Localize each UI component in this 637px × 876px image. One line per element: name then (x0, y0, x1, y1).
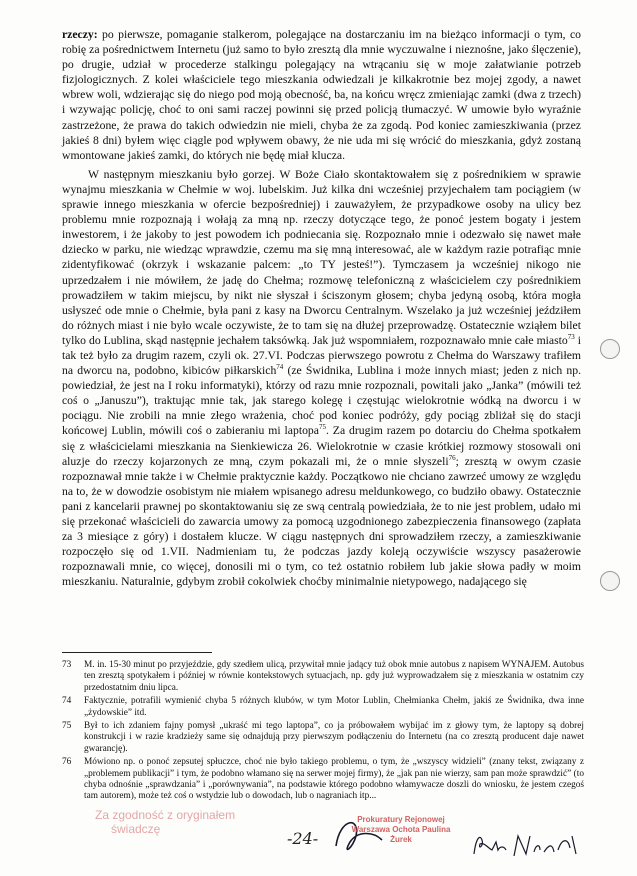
certified-copy-stamp: Za zgodność z oryginałem świadczę (95, 808, 236, 836)
paragraph-1: rzeczy: po pierwsze, pomaganie stalkerom, polegające na dostarczaniu im na bieżąco informacji o tym, co robię za pośrednictwem Internetu (już samo to było zresztą dla mnie wyczuwalne i nieznośne, jako ślęczenie), po drugie, udział w procederze stalkingu polegający na wtrącaniu się w moje załatwianie potrzeb fizjologicznych. Z kolei właściciele tego mieszkania odwiedzali je kilkakrotnie bez mojej zgody, a nawet wbrew woli, wdzierając się do niego pod moją obecność, ba, na końcu wręcz zmieniając zamki (dwa z trzech) i wzywając policję, choć to oni sami raczej powinni się przed policją tłumaczyć. W umowie było wyraźnie zastrzeżone, że prawa do takich odwiedzin nie mieli, chyba że za zgodą. Pod koniec zamieszkiwania (przez jakieś 8 dni) byłem więc ciągle pod wpływem obawy, że nie uda mi się wrócić do mieszkania, gdyż zostaną wmontowane jakieś zamki, do których nie będę miał klucza. (62, 28, 581, 162)
footnote-75 (62, 721, 584, 755)
footnote-number: 73 (62, 660, 72, 670)
footnote-ref-74: 74 (276, 363, 284, 372)
footnote-separator (62, 652, 212, 653)
footnote-73 (62, 660, 584, 694)
footnote-ref-76: 76 (448, 453, 456, 462)
footnote-76 (62, 757, 584, 803)
footnote-text: Faktycznie, potrafili wymienić chyba 5 różnych klubów, w tym Motor Lublin, Chełmianka Chełm, jakiś ze Świdnika, dwa inne „żydowskie” itd. (84, 696, 584, 718)
footnote-74 (62, 696, 584, 719)
footnote-text: Był to ich zdaniem fajny pomysł „ukraść mi tego laptopa”, co ja próbowałem wybijać im z głowy tym, że laptopy są dobrej konstrukcji i w razie kradzieży same się odnajdują przy pierwszym podłączeniu do Internetu (na co zresztą producent daje nawet gwarancję). (84, 721, 584, 754)
paragraph-2: W następnym mieszkaniu było gorzej. W Boże Ciało skontaktowałem się z pośrednikiem w sprawie wynajmu mieszkania w Chełmie w woj. lubelskim. Już kilka dni wcześniej przyjechałem tam pociągiem (w sprawie innego mieszkania w ofercie bezpośredniej) i zauważyłem, że przypadkowe osoby na ulicy bez problemu mnie rozpoznają i wołają za mną np. rzeczy dotyczące tego, że ponoć jestem bogaty i jestem inwestorem, i że jakoby to jest powodem ich podniecania się. Rozpoznało mnie i odezwało się nawet małe dziecko w parku, nie wiedząc wprawdzie, czemu ma się mną interesować, ale w każdym razie potrafiąc mnie zidentyfikować (okrzyk i wskazanie palcem: „to TY jesteś!”). Tymczasem ja wcześniej nikogo nie uprzedzałem i nie mówiłem, że jadę do Chełma; rozmowę telefoniczną z właścicielem czy pośrednikiem prowadziłem w takim miejscu, by nikt nie słyszał i ściszonym głosem; chyba jedyną osobą, która mogła usłyszeć ode mnie o Chełmie, była pani z kasy na Dworcu Centralnym. Wszelako ja już wcześniej jeździłem do różnych miast i nie było wcale oczywiste, że to tam się na dłużej przeprowadzę. Ostatecznie wziąłem bilet tylko do Lublina, skąd następnie jechałem taksówką. Jak już wspomniałem, rozpoznawało mnie całe miasto$^{73}$ i tak też było za drugim razem, czyli ok. 27.VI. Podczas pierwszego powrotu z Chełma do Warszawy trafiłem na dworcu na, podobno, kibiców piłkarskich$^{74}$ (ze Świdnika, Lublina i może innych miast; jeden z nich np. powiedział, że jest na I roku informatyki), którzy od razu mnie rozpoznali, powitali jako „Janka” (mówili też coś o „Januszu”), traktując mnie tak, jak starego kolegę i częstując wielokrotnie wódką na dworcu i w pociągu. Nie zrobili na mnie złego wrażenia, choć pod koniec podróży, gdy pociąg zbliżał się do stacji końcowej Lublin, mówili coś o zabieraniu mi laptopa$^{75}$. Za drugim razem po dotarciu do Chełma spotkałem się z właścicielami mieszkania na Sienkiewicza 26. Wielokrotnie w czasie krótkiej rozmowy stosowali oni aluzje do rzeczy kojarzonych ze mną, czym pokazali mi, że o mnie słyszeli$^{76}$; zresztą w owym czasie rozpoznawał mnie także i w Chełmie praktycznie każdy. Początkowo nie chciano zawrzeć umowy ze względu na to, że w dowodzie osobistym nie miałem wpisanego adresu meldunkowego, co budziło obawy. Ostatecznie pani z kancelarii prawnej po skontaktowaniu się ze swą centralą powiedziała, że to nie jest problem, udało mi się przekonać właścicieli do zawarcia umowy za pomocą uzgodnionego zabezpieczenia finansowego (zapłata za 3 miesiące z góry) i dostałem klucze. W ciągu następnych dni sprowadziłem rzeczy, a zamieszkiwanie rozpoczęło się od 1.VII. Nadmieniam tu, że podczas jazdy koleją oczywiście wszyscy pasażerowie rozpoznawali mnie, co więcej, donosili mi o tym, co też ostatnio robiłem lub jakie słowa padły w moim mieszkaniu. Naturalnie, gdybym zrobił cokolwiek choćby minimalnie nietypowego, nadającego się (62, 167, 582, 589)
footnote-number: 75 (62, 721, 72, 732)
prosecutor-office-stamp: Prokuratury Rejonowej Warszawa Ochota Paulina Żurek (351, 815, 451, 844)
page-number: -24- (287, 829, 319, 848)
footnote-text: M. in. 15-30 minut po przyjeździe, gdy szedłem ulicą, przywitał mnie jadący tuż obok mnie autobus z napisem WYNAJEM. Autobus ten zresztą spotykałem i później w równie kontekstowych sytuacjach, np. gdy już wyprowadzałem się z mieszkania w ostatnim czy przedostatnim dniu lipca. (84, 660, 584, 693)
footnotes (62, 660, 584, 805)
footnote-number: 74 (62, 696, 72, 707)
footnote-ref-75: 75 (318, 423, 326, 432)
footnote-ref-73: 73 (567, 332, 575, 341)
footnote-number: 76 (62, 757, 72, 768)
body-text (62, 27, 581, 589)
punch-hole (600, 571, 620, 591)
signature-icon (470, 828, 580, 862)
footnote-text: Mówiono np. o ponoć zepsutej spłuczce, choć nie było takiego problemu, o tym, że „wszyscy widzieli” (znany tekst, związany z „problemem publikacji” i tym, że podobno włamano się na serwer mojej firmy), że „jak pan nie wierzy, sam pan może sprawdzić” (to chyba odnośnie „sprawdzania” i „porównywania”, na podstawie którego podobno włamywacze doszli do wniosku, że jestem czegoś tam autorem), może też coś o wstydzie lub o dowodach, lub o nagraniach itp... (84, 757, 584, 802)
lead-word: rzeczy: (62, 28, 98, 41)
punch-hole (600, 339, 620, 359)
